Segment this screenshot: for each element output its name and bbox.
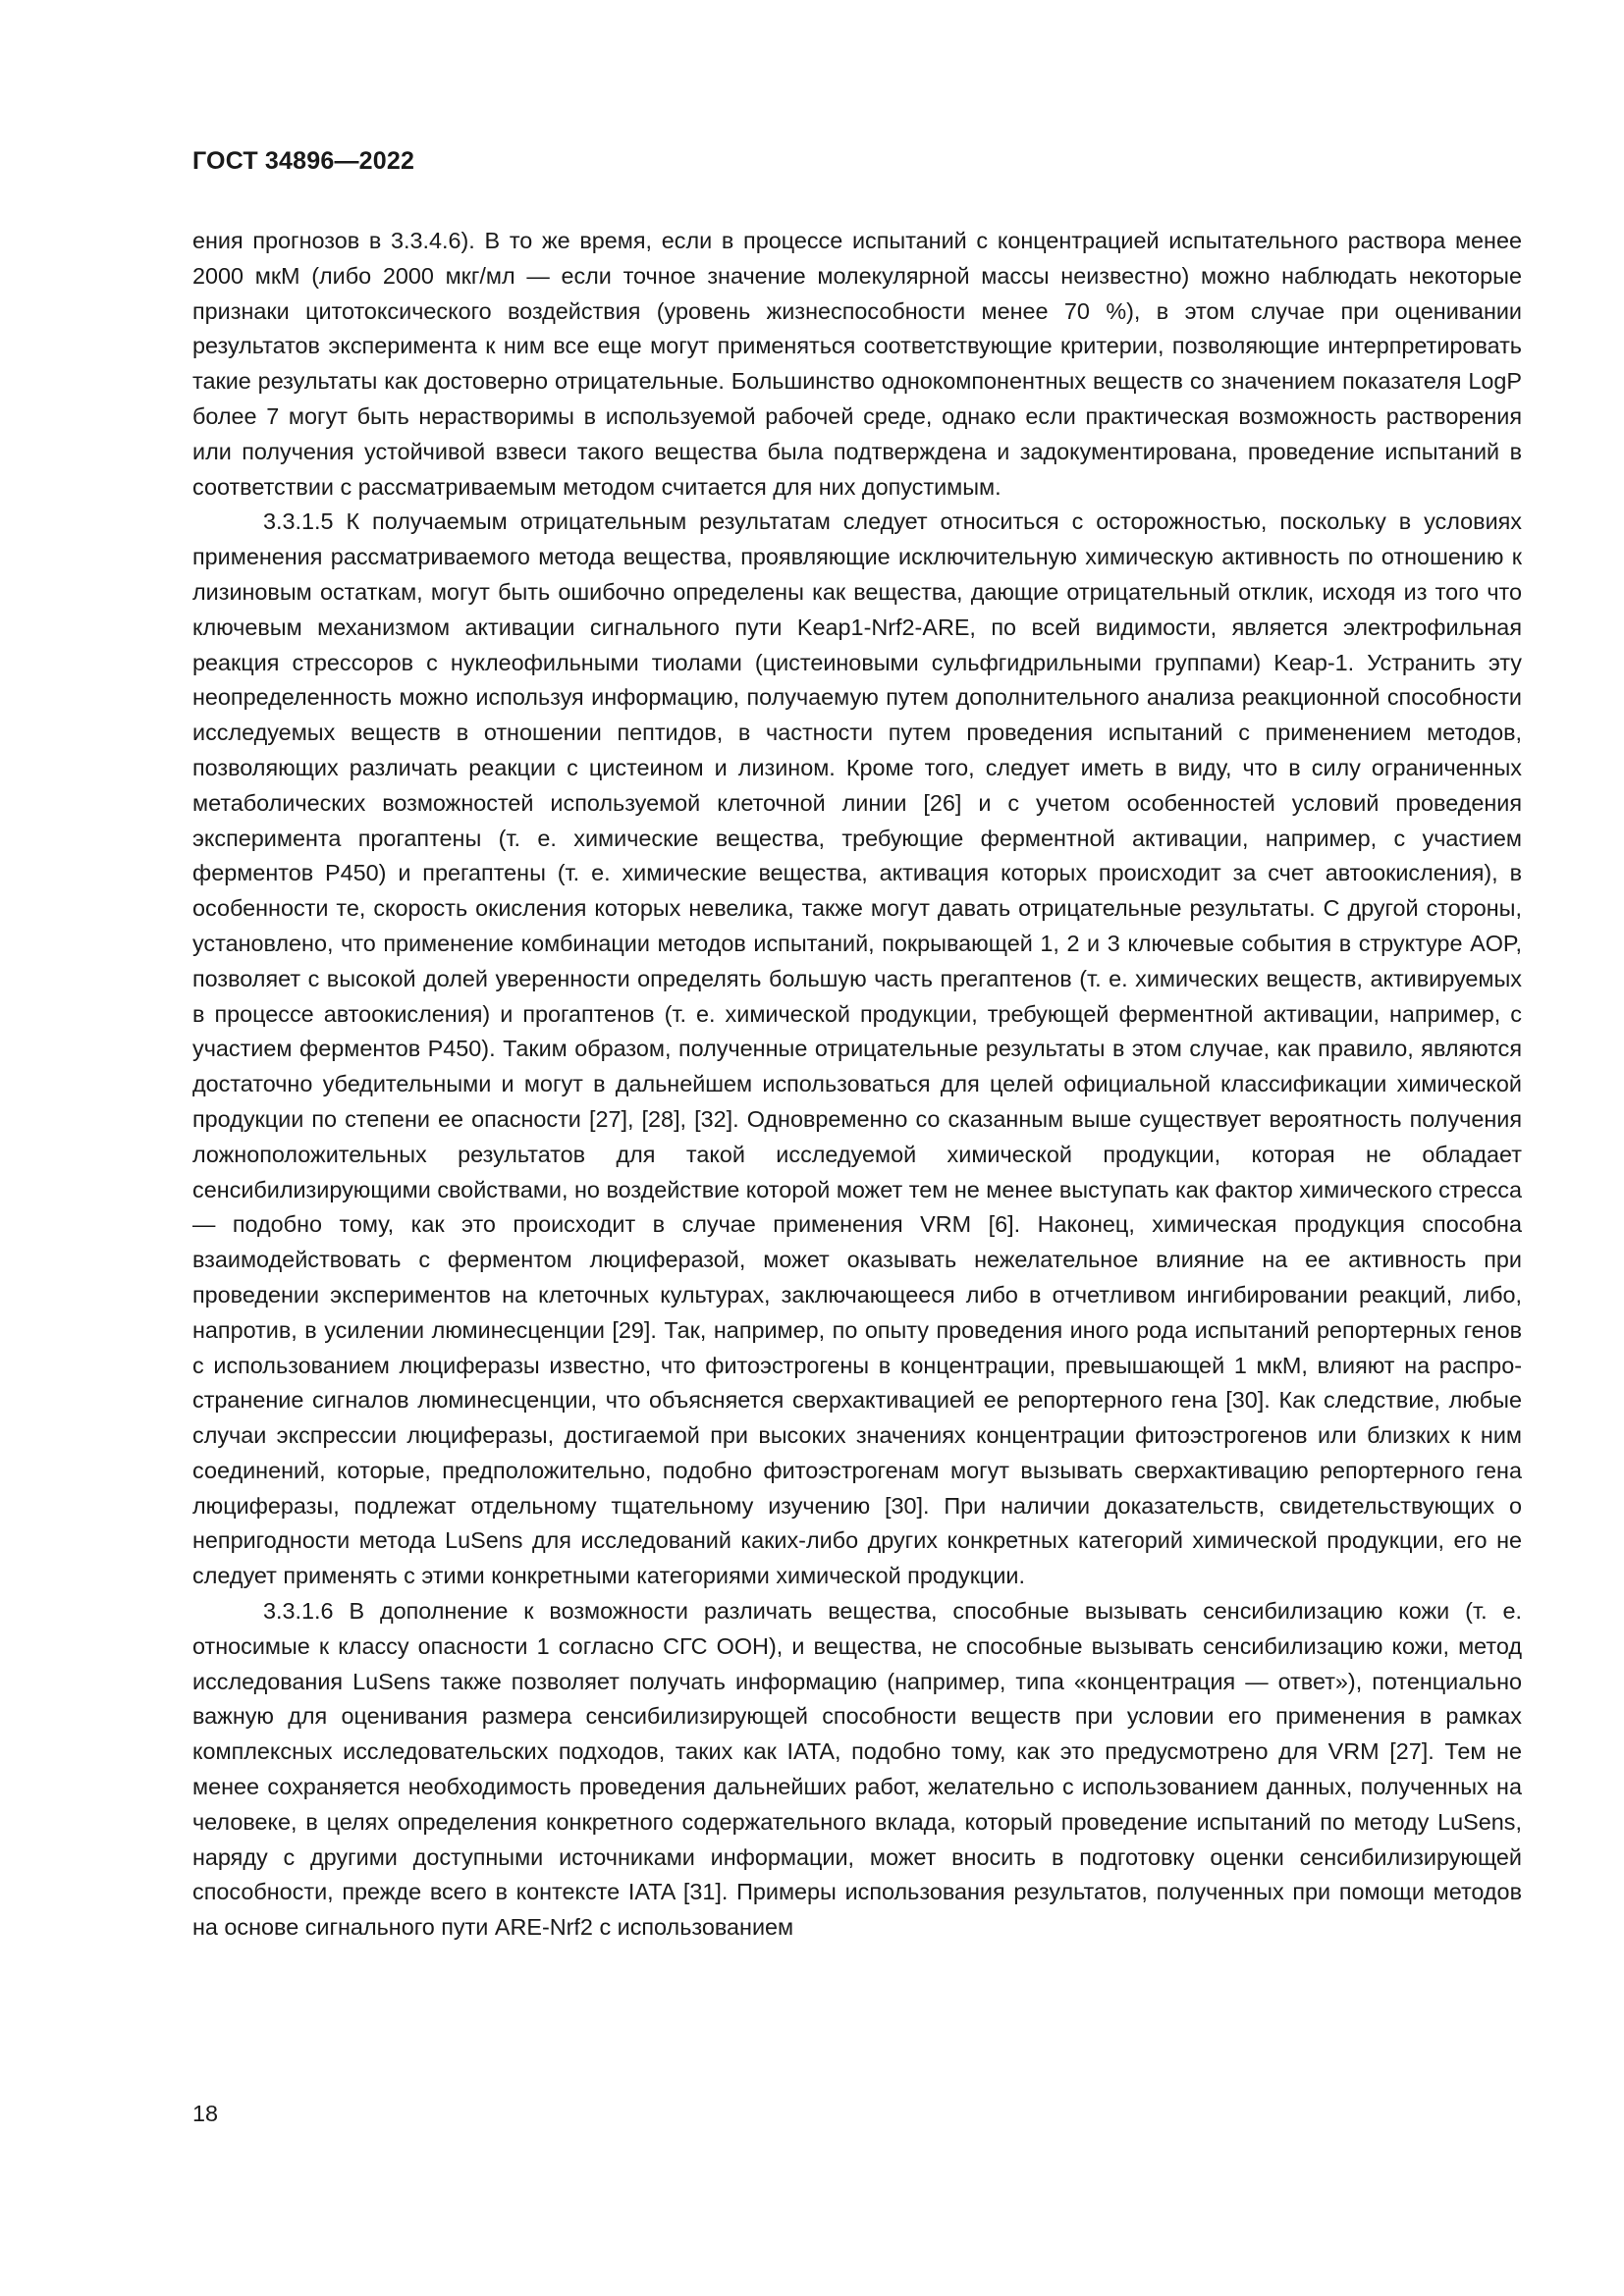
document-body xyxy=(192,224,1522,1946)
document-header: ГОСТ 34896—2022 xyxy=(192,147,415,175)
paragraph-continuation: ения прогнозов в 3.3.4.6). В то же время, если в процессе испытаний с концентрацией испытательного раствора менее 2000 мкМ (либо 2000 мкг/мл — если точное значение молекулярной массы неизвестно) можно наблюдать некоторые признаки цитотоксического воздействия (уровень жизнеспособности менее 70 %), в этом случае при оценивании результатов эксперимента к ним все еще могут применяться соответствующие критерии, позволяющие интерпретировать такие результаты как достоверно отрицательные. Большинство однокомпонентных веществ со значением показателя LogP более 7 могут быть нерастворимы в используемой рабочей среде, однако если практическая возможность растворения или получения устойчивой взвеси такого вещества была подтверждена и задокументирована, проведение испытаний в соответствии с рассматриваемым методом считается для них допустимым. xyxy=(192,228,1522,500)
paragraph-3-3-1-5: 3.3.1.5 К получаемым отрицательным результатам следует относиться с осторожностью, поскольку в условиях применения рассматриваемого метода вещества, проявляющие исключительную химическую активность по отношению к лизиновым остаткам, могут быть ошибочно определены как вещества, дающие отрицательный отклик, исходя из того что ключевым механизмом активации сигнального пути Keap1-Nrf2-ARE, по всей видимости, является электрофильная реакция стрессоров с нуклеофильными тиолами (цистеиновыми сульфгидрильными группами) Keap-1. Устранить эту неопределенность можно используя информацию, получаемую путем дополнительного анализа реакционной способности исследуемых веществ в отношении пептидов, в частности путем проведения испытаний с применением методов, позволяющих различать реакции с цистеином и лизином. Кроме того, следует иметь в виду, что в силу ограниченных метаболических возможностей используемой клеточной линии [26] и с учетом особенностей условий проведения эксперимента прогаптены (т. е. химические вещества, требующие ферментной активации, например, с участием ферментов P450) и прегаптены (т. е. химические вещества, активация которых происходит за счет автоокисления), в особенности те, скорость окисления которых невелика, также могут давать отрицательные результаты. С другой стороны, установлено, что применение комбинации методов испытаний, покрывающей 1, 2 и 3 ключевые события в структуре AOP, позволяет с высокой долей уверенности определять большую часть прегаптенов (т. е. химических веществ, активируемых в процессе автоокисления) и прогаптенов (т. е. химической продукции, требующей ферментной активации, например, с участием ферментов P450). Таким образом, полученные отрицательные результаты в этом случае, как правило, являются достаточно убедительными и могут в дальнейшем использоваться для целей официальной классификации химической продукции по степени ее опасности [27], [28], [32]. Одновременно со сказанным выше существует вероятность получения ложноположительных результатов для такой исследуемой химической продукции, которая не обладает сенсибилизирующими свойствами, но воздействие которой может тем не менее выступать как фактор химического стресса — подобно тому, как это происходит в случае применения VRM [6]. Наконец, химическая продукция способна взаимодействовать с ферментом люциферазой, может оказывать нежелательное влияние на ее активность при проведении экспериментов на клеточных культурах, заключающееся либо в отчетливом ингибировании реакций, либо, напротив, в усилении люминесценции [29]. Так, например, по опыту проведения иного рода испытаний репортерных генов с использованием люциферазы известно, что фитоэстрогены в концентрации, превышающей 1 мкМ, влияют на распространение сигналов люминесценции, что объясняется сверхактивацией ее репортерного гена [30]. Как следствие, любые случаи экспрессии люциферазы, достигаемой при высоких значениях концентрации фитоэстрогенов или близких к ним соединений, которые, предположительно, подобно фитоэстрогенам могут вызывать сверхактивацию репортерного гена люциферазы, подлежат отдельному тщательному изучению [30]. При наличии доказательств, свидетельствующих о непригодности метода LuSens для исследований каких-либо других конкретных категорий химической продукции, его не следует применять с этими конкретными категориями химической продукции. xyxy=(192,508,1522,1589)
page-number: 18 xyxy=(192,2101,219,2126)
paragraph-3-3-1-6: 3.3.1.6 В дополнение к возможности различать вещества, способные вызывать сенсибилизацию кожи (т. е. относимые к классу опасности 1 согласно СГС ООН), и вещества, не способные вызывать сенсибилизацию кожи, метод исследования LuSens также позволяет получать информацию (например, типа «концентрация — ответ»), потенциально важную для оценивания размера сенсибилизирующей способности веществ при условии его применения в рамках комплексных исследовательских подходов, таких как IATA, подобно тому, как это предусмотрено для VRM [27]. Тем не менее сохраняется необходимость проведения дальнейших работ, желательно с использованием данных, полученных на человеке, в целях определения конкретного содержательного вклада, который проведение испытаний по методу LuSens, наряду с другими доступными источниками информации, может вносить в подготовку оценки сенсибилизирующей способности, прежде всего в контексте IATA [31]. Примеры использования результатов, полученных при помощи методов на основе сигнального пути ARE-Nrf2 с использованием xyxy=(192,1598,1522,1941)
